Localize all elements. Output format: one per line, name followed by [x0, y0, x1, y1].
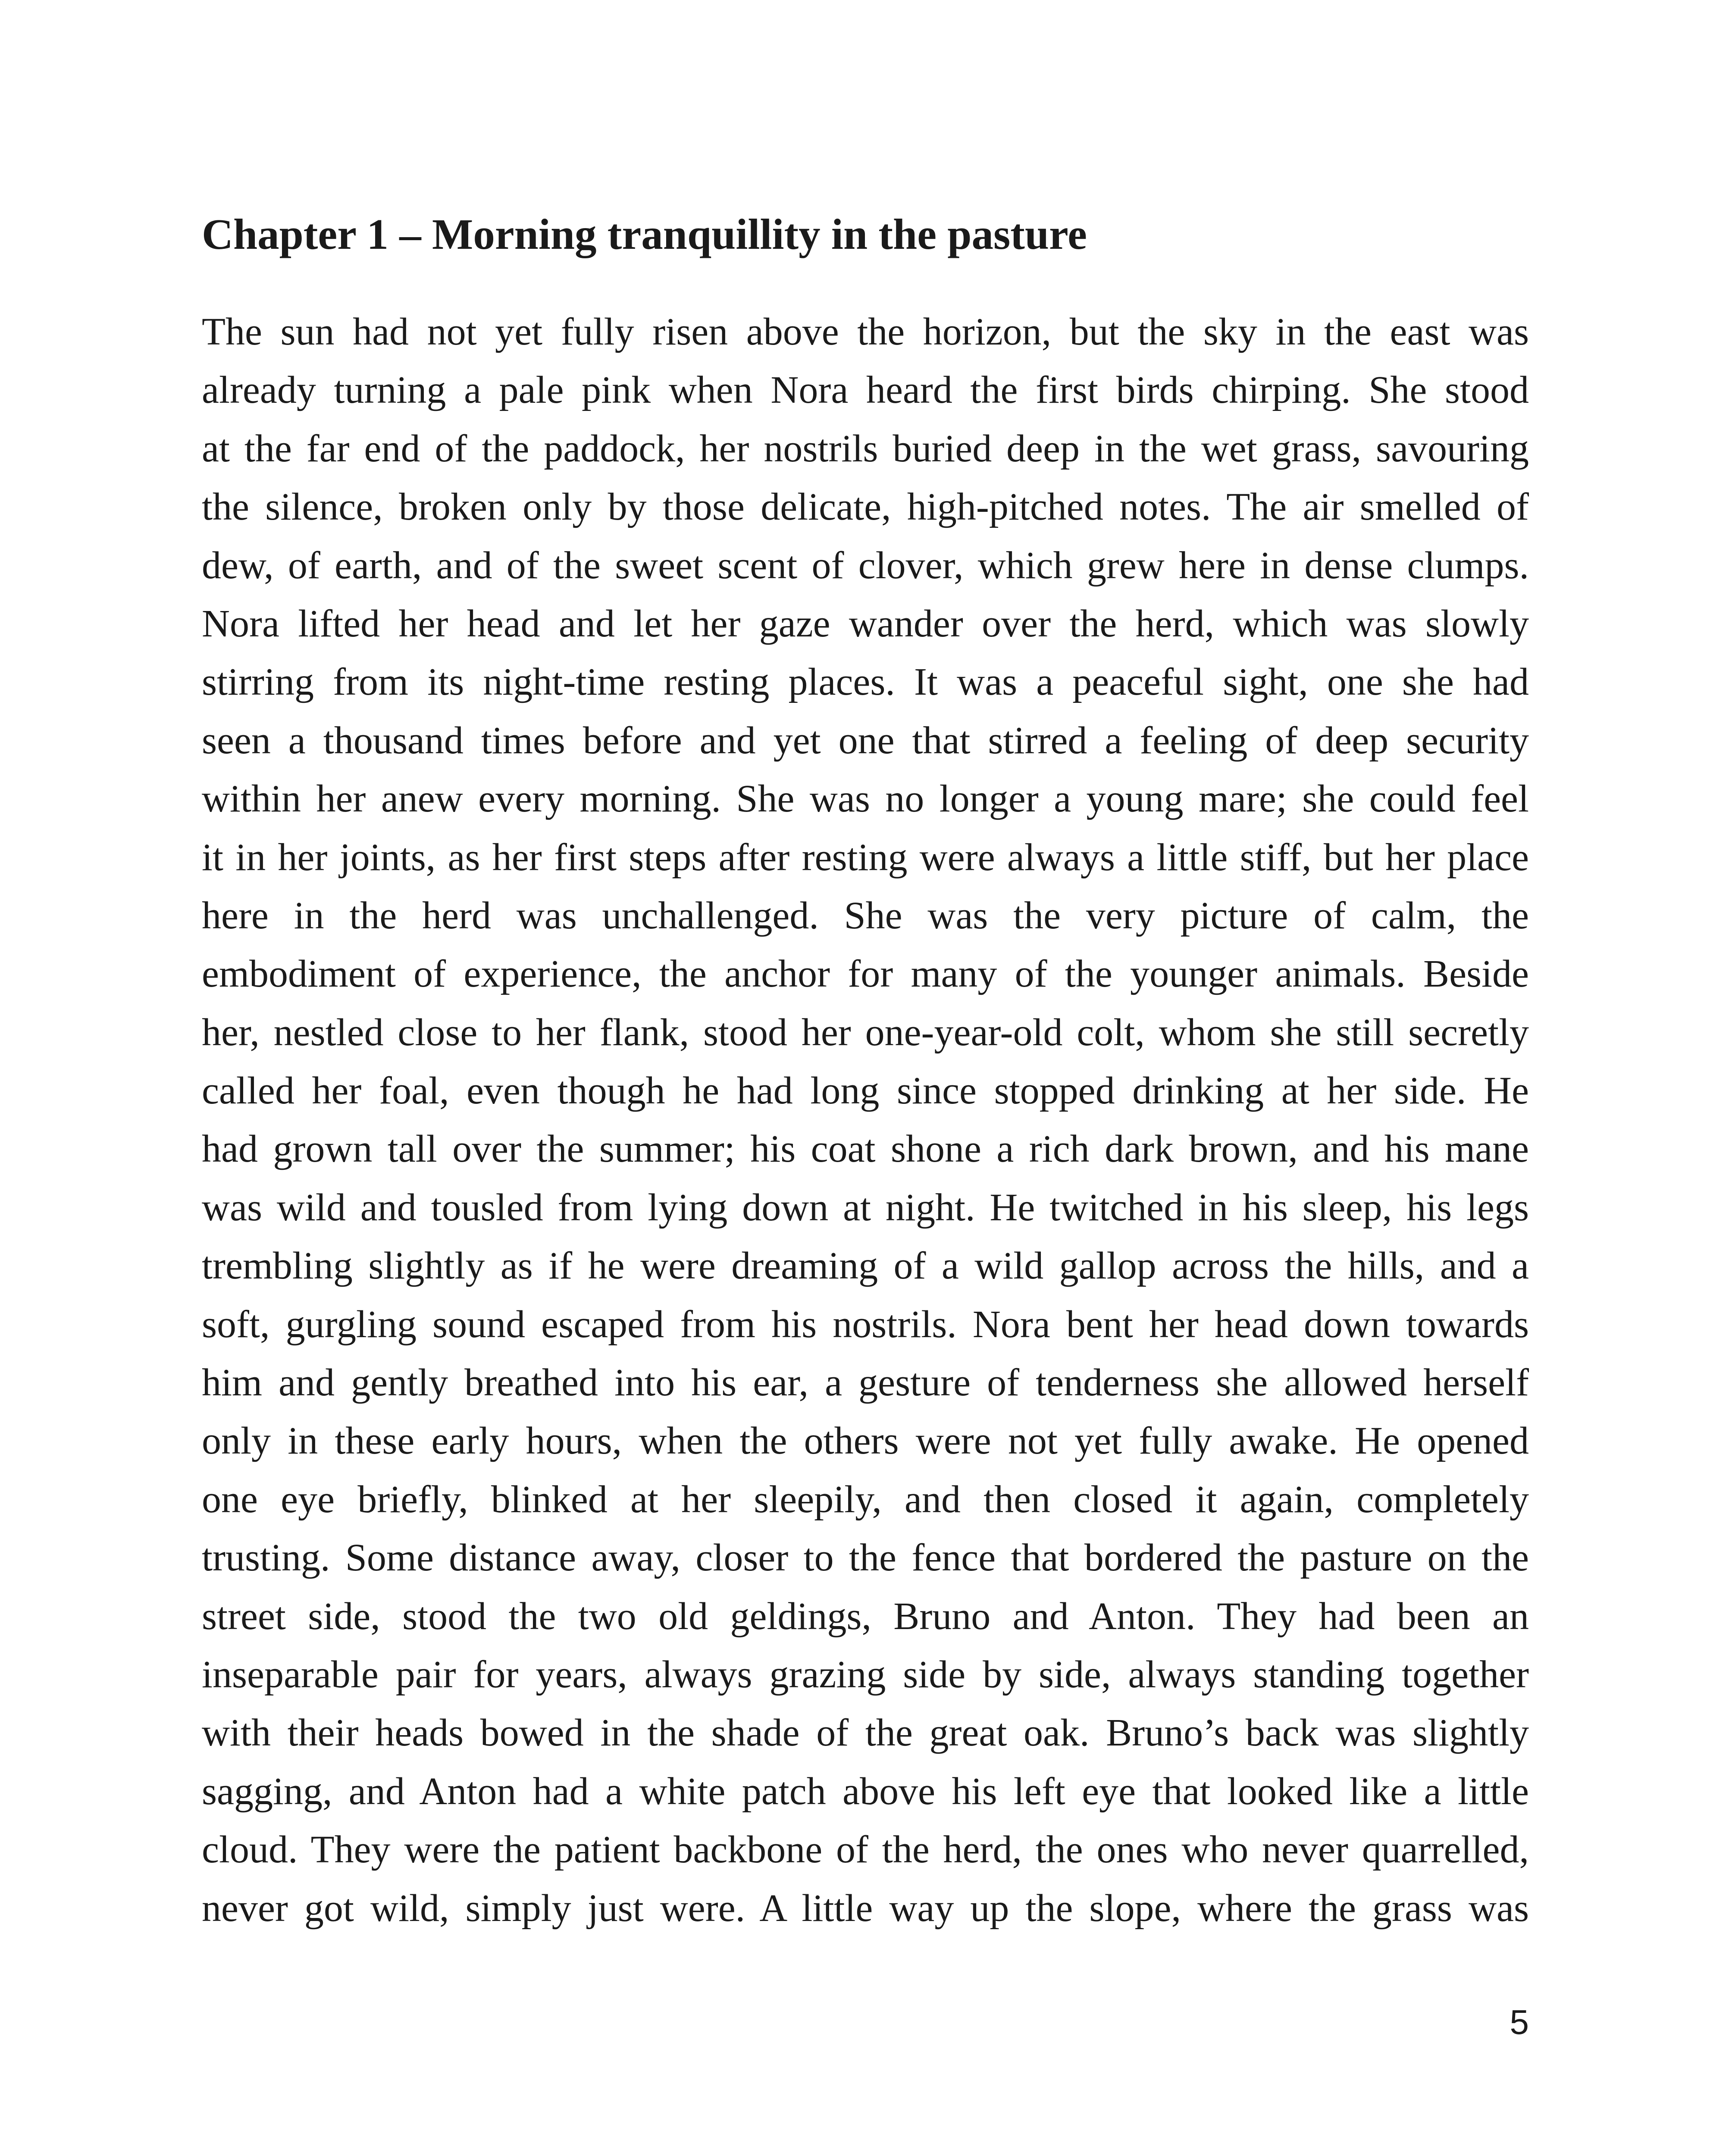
text-line: trusting. Some distance away, closer to the fence that bordered the pasture on the	[202, 1536, 1529, 1579]
text-line: The sun had not yet fully risen above the horizon, but the sky in the east was	[202, 310, 1529, 353]
text-line: called her foal, even though he had long since stopped drinking at her side. He	[202, 1069, 1529, 1112]
page-number: 5	[1510, 2003, 1529, 2041]
text-line: the silence, broken only by those delicate, high-pitched notes. The air smelled of	[202, 486, 1529, 529]
text-line: was wild and tousled from lying down at night. He twitched in his sleep, his legs	[202, 1186, 1529, 1229]
text-line: had grown tall over the summer; his coat shone a rich dark brown, and his mane	[202, 1128, 1529, 1171]
text-line: street side, stood the two old geldings, Bruno and Anton. They had been an	[202, 1595, 1529, 1638]
text-line: dew, of earth, and of the sweet scent of clover, which grew here in dense clumps.	[202, 544, 1529, 587]
text-line: at the far end of the paddock, her nostrils buried deep in the wet grass, savouring	[202, 427, 1529, 470]
text-line: one eye briefly, blinked at her sleepily, and then closed it again, completely	[202, 1478, 1529, 1521]
text-line: soft, gurgling sound escaped from his nostrils. Nora bent her head down towards	[202, 1303, 1529, 1346]
chapter-title: Chapter 1 – Morning tranquillity in the pasture	[202, 210, 1087, 258]
text-line: only in these early hours, when the others were not yet fully awake. He opened	[202, 1420, 1529, 1463]
text-line: her, nestled close to her flank, stood her one-year-old colt, whom she still secretly	[202, 1011, 1529, 1054]
text-line: never got wild, simply just were. A little way up the slope, where the grass was	[202, 1887, 1529, 1930]
text-line: within her anew every morning. She was no longer a young mare; she could feel	[202, 777, 1529, 821]
text-line: him and gently breathed into his ear, a gesture of tenderness she allowed herself	[202, 1361, 1529, 1404]
text-line: cloud. They were the patient backbone of the herd, the ones who never quarrelled,	[202, 1828, 1529, 1871]
text-line: already turning a pale pink when Nora heard the first birds chirping. She stood	[202, 369, 1529, 412]
text-line: inseparable pair for years, always grazing side by side, always standing together	[202, 1653, 1529, 1696]
text-line: it in her joints, as her first steps after resting were always a little stiff, but her place	[202, 836, 1529, 879]
text-line: Nora lifted her head and let her gaze wander over the herd, which was slowly	[202, 602, 1529, 645]
text-line: embodiment of experience, the anchor for many of the younger animals. Beside	[202, 953, 1529, 996]
chapter-body-text	[202, 303, 1529, 1937]
text-line: with their heads bowed in the shade of the great oak. Bruno’s back was slightly	[202, 1711, 1529, 1755]
text-line: seen a thousand times before and yet one that stirred a feeling of deep security	[202, 719, 1529, 762]
text-line: trembling slightly as if he were dreaming of a wild gallop across the hills, and a	[202, 1244, 1529, 1288]
text-line: stirring from its night-time resting places. It was a peaceful sight, one she had	[202, 661, 1529, 704]
text-line: sagging, and Anton had a white patch above his left eye that looked like a little	[202, 1770, 1529, 1813]
text-line: here in the herd was unchallenged. She was the very picture of calm, the	[202, 894, 1529, 937]
